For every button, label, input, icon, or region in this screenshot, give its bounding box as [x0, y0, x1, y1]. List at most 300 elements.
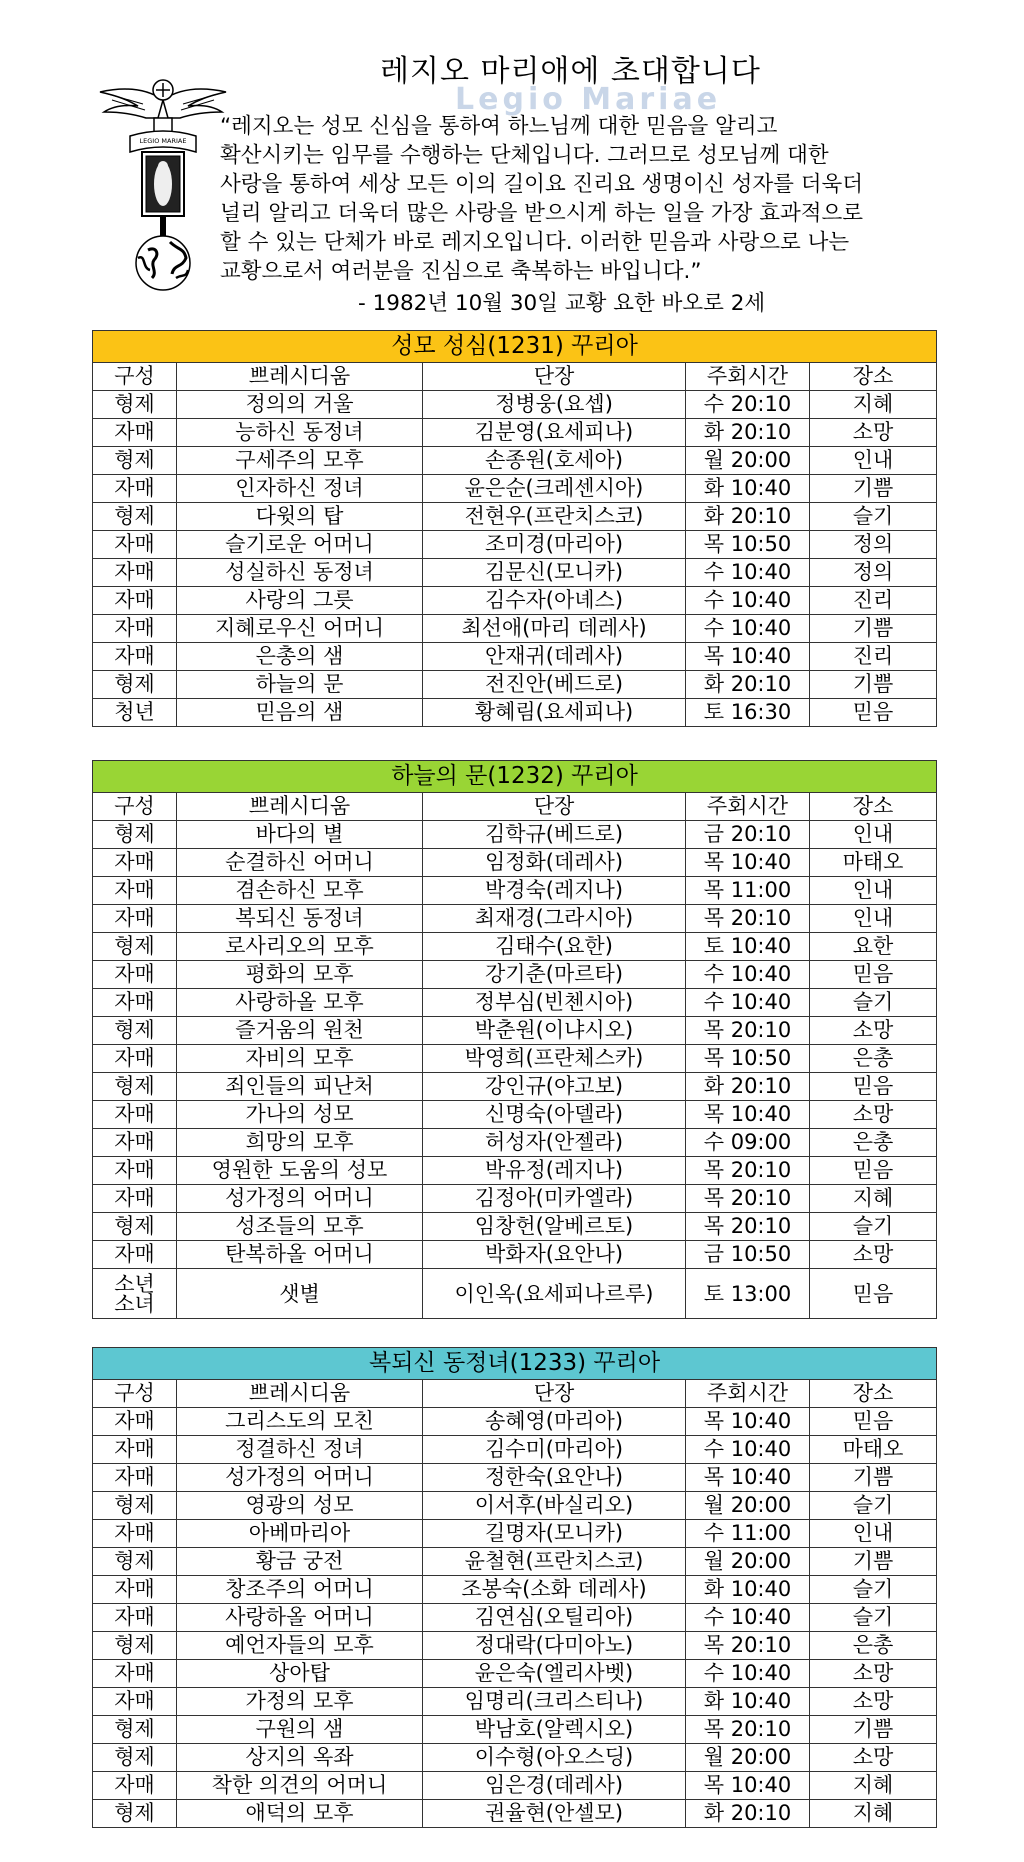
place-cell: 진리 — [810, 643, 937, 671]
member-type-cell: 자매 — [93, 961, 177, 989]
meeting-time-cell: 금 20:10 — [686, 821, 810, 849]
member-type-cell: 형제 — [93, 503, 177, 531]
praesidium-cell: 구세주의 모후 — [177, 447, 423, 475]
place-cell: 지혜 — [810, 1772, 937, 1800]
meeting-time-cell: 월 20:00 — [686, 1548, 810, 1576]
meeting-time-cell: 월 20:00 — [686, 1492, 810, 1520]
leader-cell: 임창헌(알베르토) — [423, 1213, 686, 1241]
member-type-cell: 자매 — [93, 1045, 177, 1073]
place-cell: 슬기 — [810, 1576, 937, 1604]
quote-line: 사랑을 통하여 세상 모든 이의 길이요 진리요 생명이신 성자를 더욱더 — [220, 172, 864, 197]
column-header: 구성 — [93, 363, 177, 391]
curia-title: 하늘의 문(1232) 꾸리아 — [93, 761, 937, 793]
place-cell: 믿음 — [810, 699, 937, 727]
leader-cell: 길명자(모니카) — [423, 1520, 686, 1548]
member-type-cell: 자매 — [93, 877, 177, 905]
watermark-text: Legio Mariae — [455, 82, 722, 117]
leader-cell: 김연심(오틸리아) — [423, 1604, 686, 1632]
member-type-cell: 자매 — [93, 1464, 177, 1492]
table-row — [93, 503, 937, 531]
member-type-cell: 자매 — [93, 1688, 177, 1716]
member-type-cell: 자매 — [93, 1101, 177, 1129]
meeting-time-cell: 목 10:40 — [686, 643, 810, 671]
praesidium-cell: 영원한 도움의 성모 — [177, 1157, 423, 1185]
leader-cell: 강기춘(마르타) — [423, 961, 686, 989]
member-type-cell: 자매 — [93, 1157, 177, 1185]
member-type-cell: 자매 — [93, 989, 177, 1017]
place-cell: 소망 — [810, 1101, 937, 1129]
curia-title-row — [93, 331, 937, 363]
table-row — [93, 587, 937, 615]
table-row — [93, 1716, 937, 1744]
meeting-time-cell: 수 10:40 — [686, 1660, 810, 1688]
praesidium-cell: 가정의 모후 — [177, 1688, 423, 1716]
praesidium-cell: 다윗의 탑 — [177, 503, 423, 531]
member-type-cell: 자매 — [93, 419, 177, 447]
member-type-cell: 형제 — [93, 1548, 177, 1576]
meeting-time-cell: 목 11:00 — [686, 877, 810, 905]
meeting-time-cell: 목 10:40 — [686, 849, 810, 877]
column-header: 주회시간 — [686, 793, 810, 821]
member-type-cell: 형제 — [93, 1073, 177, 1101]
meeting-time-cell: 토 16:30 — [686, 699, 810, 727]
table-row — [93, 1408, 937, 1436]
leader-cell: 박화자(요안나) — [423, 1241, 686, 1269]
table-row — [93, 1576, 937, 1604]
leader-cell: 박남호(알렉시오) — [423, 1716, 686, 1744]
member-type-cell: 형제 — [93, 821, 177, 849]
place-cell: 인내 — [810, 821, 937, 849]
praesidium-cell: 하늘의 문 — [177, 671, 423, 699]
place-cell: 마태오 — [810, 849, 937, 877]
leader-cell: 조봉숙(소화 데레사) — [423, 1576, 686, 1604]
member-type-cell: 형제 — [93, 1213, 177, 1241]
praesidium-cell: 슬기로운 어머니 — [177, 531, 423, 559]
place-cell: 인내 — [810, 447, 937, 475]
table-row — [93, 1632, 937, 1660]
table-row — [93, 905, 937, 933]
leader-cell: 허성자(안젤라) — [423, 1129, 686, 1157]
praesidium-cell: 인자하신 정녀 — [177, 475, 423, 503]
member-type-cell: 형제 — [93, 1716, 177, 1744]
table-row — [93, 877, 937, 905]
place-cell: 지혜 — [810, 1800, 937, 1828]
table-row — [93, 1520, 937, 1548]
meeting-time-cell: 월 20:00 — [686, 1744, 810, 1772]
praesidium-cell: 정결하신 정녀 — [177, 1436, 423, 1464]
table-row — [93, 699, 937, 727]
member-type-cell: 자매 — [93, 587, 177, 615]
quote-line: 확산시키는 임무를 수행하는 단체입니다. 그러므로 성모님께 대한 — [220, 143, 829, 168]
leader-cell: 황혜림(요세피나) — [423, 699, 686, 727]
praesidium-cell: 예언자들의 모후 — [177, 1632, 423, 1660]
place-cell: 인내 — [810, 905, 937, 933]
meeting-time-cell: 수 10:40 — [686, 961, 810, 989]
praesidium-cell: 성실하신 동정녀 — [177, 559, 423, 587]
leader-cell: 이서후(바실리오) — [423, 1492, 686, 1520]
leader-cell: 최선애(마리 데레사) — [423, 615, 686, 643]
praesidium-cell: 그리스도의 모친 — [177, 1408, 423, 1436]
leader-cell: 김정아(미카엘라) — [423, 1185, 686, 1213]
meeting-time-cell: 수 10:40 — [686, 989, 810, 1017]
column-header: 쁘레시디움 — [177, 793, 423, 821]
leader-cell: 김수자(아녜스) — [423, 587, 686, 615]
meeting-time-cell: 목 10:40 — [686, 1101, 810, 1129]
meeting-time-cell: 화 20:10 — [686, 671, 810, 699]
table-row — [93, 1660, 937, 1688]
quote-line: 널리 알리고 더욱더 많은 사랑을 받으시게 하는 일을 가장 효과적으로 — [220, 201, 864, 226]
place-cell: 소망 — [810, 1660, 937, 1688]
place-cell: 기쁨 — [810, 615, 937, 643]
curia-table-1231 — [92, 330, 937, 727]
table-row — [93, 1241, 937, 1269]
praesidium-cell: 성가정의 어머니 — [177, 1464, 423, 1492]
place-cell: 소망 — [810, 1241, 937, 1269]
page-title: 레지오 마리애에 초대합니다 — [380, 54, 761, 89]
emblem-banner-text: LEGIO MARIAE — [139, 137, 187, 145]
praesidium-cell: 아베마리아 — [177, 1520, 423, 1548]
curia-table-1233 — [92, 1347, 937, 1828]
leader-cell: 전현우(프란치스코) — [423, 503, 686, 531]
meeting-time-cell: 화 10:40 — [686, 1576, 810, 1604]
table-row — [93, 1492, 937, 1520]
table-row — [93, 531, 937, 559]
leader-cell: 박유정(레지나) — [423, 1157, 686, 1185]
praesidium-cell: 창조주의 어머니 — [177, 1576, 423, 1604]
leader-cell: 조미경(마리아) — [423, 531, 686, 559]
curia-title-row — [93, 1348, 937, 1380]
table-row — [93, 643, 937, 671]
table-row — [93, 447, 937, 475]
table-row — [93, 821, 937, 849]
table-row — [93, 559, 937, 587]
quote-line: 할 수 있는 단체가 바로 레지오입니다. 이러한 믿음과 사랑으로 나는 — [220, 230, 850, 255]
table-row — [93, 671, 937, 699]
place-cell: 인내 — [810, 1520, 937, 1548]
column-header: 장소 — [810, 793, 937, 821]
place-cell: 지혜 — [810, 391, 937, 419]
table-row — [93, 1017, 937, 1045]
praesidium-cell: 바다의 별 — [177, 821, 423, 849]
table-row — [93, 1157, 937, 1185]
table-row — [93, 1800, 937, 1828]
member-type-cell: 자매 — [93, 559, 177, 587]
praesidium-cell: 은총의 샘 — [177, 643, 423, 671]
table-row — [93, 1548, 937, 1576]
table-row — [93, 1772, 937, 1800]
table-row — [93, 1213, 937, 1241]
leader-cell: 임정화(데레사) — [423, 849, 686, 877]
member-type-cell — [93, 1269, 177, 1319]
leader-cell: 전진안(베드로) — [423, 671, 686, 699]
member-type-cell: 자매 — [93, 1185, 177, 1213]
meeting-time-cell: 목 20:10 — [686, 1017, 810, 1045]
meeting-time-cell: 목 20:10 — [686, 1632, 810, 1660]
header — [0, 0, 1024, 330]
place-cell: 믿음 — [810, 961, 937, 989]
quote-attribution: - 1982년 10월 30일 교황 요한 바오로 2세 — [358, 291, 766, 316]
praesidium-cell: 상지의 옥좌 — [177, 1744, 423, 1772]
member-type-cell: 자매 — [93, 1520, 177, 1548]
member-type-cell: 형제 — [93, 1744, 177, 1772]
place-cell: 소망 — [810, 1688, 937, 1716]
leader-cell: 박경숙(레지나) — [423, 877, 686, 905]
place-cell: 슬기 — [810, 1604, 937, 1632]
table-row — [93, 1101, 937, 1129]
praesidium-cell: 황금 궁전 — [177, 1548, 423, 1576]
leader-cell: 권율현(안셀모) — [423, 1800, 686, 1828]
member-type-cell: 형제 — [93, 1632, 177, 1660]
place-cell: 믿음 — [810, 1157, 937, 1185]
leader-cell: 김수미(마리아) — [423, 1436, 686, 1464]
place-cell: 은총 — [810, 1129, 937, 1157]
praesidium-cell: 성조들의 모후 — [177, 1213, 423, 1241]
meeting-time-cell: 화 20:10 — [686, 1073, 810, 1101]
praesidium-cell: 사랑의 그릇 — [177, 587, 423, 615]
table-row — [93, 961, 937, 989]
leader-cell: 윤철현(프란치스코) — [423, 1548, 686, 1576]
table-row — [93, 615, 937, 643]
leader-cell: 임은경(데레사) — [423, 1772, 686, 1800]
member-type-cell: 자매 — [93, 1604, 177, 1632]
praesidium-cell: 사랑하올 어머니 — [177, 1604, 423, 1632]
praesidium-cell: 탄복하올 어머니 — [177, 1241, 423, 1269]
table-row — [93, 1073, 937, 1101]
meeting-time-cell: 목 20:10 — [686, 1157, 810, 1185]
column-header: 쁘레시디움 — [177, 363, 423, 391]
leader-cell: 박영희(프란체스카) — [423, 1045, 686, 1073]
place-cell: 정의 — [810, 559, 937, 587]
leader-cell: 김문신(모니카) — [423, 559, 686, 587]
member-type-cell: 자매 — [93, 1436, 177, 1464]
place-cell: 기쁨 — [810, 1716, 937, 1744]
column-header-row — [93, 1380, 937, 1408]
place-cell: 요한 — [810, 933, 937, 961]
leader-cell: 손종원(호세아) — [423, 447, 686, 475]
praesidium-cell: 능하신 동정녀 — [177, 419, 423, 447]
meeting-time-cell: 목 10:50 — [686, 1045, 810, 1073]
member-type-cell: 형제 — [93, 1017, 177, 1045]
meeting-time-cell: 수 11:00 — [686, 1520, 810, 1548]
table-row — [93, 1464, 937, 1492]
place-cell: 마태오 — [810, 1436, 937, 1464]
praesidium-cell: 순결하신 어머니 — [177, 849, 423, 877]
leader-cell: 박춘원(이냐시오) — [423, 1017, 686, 1045]
table-row — [93, 1604, 937, 1632]
praesidium-cell: 상아탑 — [177, 1660, 423, 1688]
place-cell: 소망 — [810, 1017, 937, 1045]
leader-cell: 정부심(빈첸시아) — [423, 989, 686, 1017]
place-cell: 은총 — [810, 1632, 937, 1660]
meeting-time-cell: 금 10:50 — [686, 1241, 810, 1269]
leader-cell: 이수형(아오스딩) — [423, 1744, 686, 1772]
member-type-cell: 형제 — [93, 1492, 177, 1520]
column-header-row — [93, 793, 937, 821]
table-row — [93, 989, 937, 1017]
place-cell: 기쁨 — [810, 1548, 937, 1576]
praesidium-cell: 평화의 모후 — [177, 961, 423, 989]
leader-cell: 강인규(야고보) — [423, 1073, 686, 1101]
meeting-time-cell: 수 10:40 — [686, 615, 810, 643]
praesidium-cell: 자비의 모후 — [177, 1045, 423, 1073]
table-row — [93, 1045, 937, 1073]
praesidium-cell: 희망의 모후 — [177, 1129, 423, 1157]
meeting-time-cell: 화 10:40 — [686, 1688, 810, 1716]
member-type-cell: 형제 — [93, 391, 177, 419]
meeting-time-cell: 수 10:40 — [686, 559, 810, 587]
praesidium-cell: 믿음의 샘 — [177, 699, 423, 727]
meeting-time-cell: 목 20:10 — [686, 905, 810, 933]
column-header: 단장 — [423, 793, 686, 821]
praesidium-cell: 복되신 동정녀 — [177, 905, 423, 933]
place-cell: 정의 — [810, 531, 937, 559]
column-header: 구성 — [93, 793, 177, 821]
curia-title: 성모 성심(1231) 꾸리아 — [93, 331, 937, 363]
member-type-cell: 자매 — [93, 1660, 177, 1688]
meeting-time-cell: 목 20:10 — [686, 1213, 810, 1241]
table-row — [93, 419, 937, 447]
member-type-cell: 자매 — [93, 849, 177, 877]
leader-cell: 최재경(그라시아) — [423, 905, 686, 933]
column-header-row — [93, 363, 937, 391]
table-row — [93, 1744, 937, 1772]
leader-cell: 윤은숙(엘리사벳) — [423, 1660, 686, 1688]
column-header: 장소 — [810, 1380, 937, 1408]
place-cell: 슬기 — [810, 1492, 937, 1520]
leader-cell: 정병웅(요셉) — [423, 391, 686, 419]
place-cell: 기쁨 — [810, 671, 937, 699]
meeting-time-cell: 목 10:40 — [686, 1408, 810, 1436]
member-type-line: 소년 — [114, 1271, 155, 1296]
praesidium-cell: 가나의 성모 — [177, 1101, 423, 1129]
meeting-time-cell: 화 20:10 — [686, 503, 810, 531]
meeting-time-cell: 월 20:00 — [686, 447, 810, 475]
table-row — [93, 1129, 937, 1157]
praesidium-cell: 사랑하올 모후 — [177, 989, 423, 1017]
member-type-cell: 자매 — [93, 1576, 177, 1604]
meeting-time-cell: 토 13:00 — [686, 1269, 810, 1319]
meeting-time-cell: 화 10:40 — [686, 475, 810, 503]
place-cell: 믿음 — [810, 1269, 937, 1319]
meeting-time-cell: 수 20:10 — [686, 391, 810, 419]
column-header: 주회시간 — [686, 363, 810, 391]
member-type-line: 소녀 — [114, 1291, 155, 1316]
member-type-cell: 자매 — [93, 643, 177, 671]
quote-line: “레지오는 성모 신심을 통하여 하느님께 대한 믿음을 알리고 — [220, 114, 778, 139]
table-row — [93, 1436, 937, 1464]
meeting-time-cell: 수 09:00 — [686, 1129, 810, 1157]
leader-cell: 임명리(크리스티나) — [423, 1688, 686, 1716]
leader-cell: 김분영(요세피나) — [423, 419, 686, 447]
member-type-cell: 자매 — [93, 905, 177, 933]
place-cell: 기쁨 — [810, 1464, 937, 1492]
praesidium-cell: 겸손하신 모후 — [177, 877, 423, 905]
meeting-time-cell: 목 20:10 — [686, 1716, 810, 1744]
praesidium-cell: 샛별 — [177, 1269, 423, 1319]
praesidium-cell: 죄인들의 피난처 — [177, 1073, 423, 1101]
table-row — [93, 1269, 937, 1319]
leader-cell: 윤은순(크레센시아) — [423, 475, 686, 503]
place-cell: 소망 — [810, 1744, 937, 1772]
meeting-time-cell: 목 10:40 — [686, 1464, 810, 1492]
meeting-time-cell: 목 10:50 — [686, 531, 810, 559]
leader-cell: 이인옥(요세피나르루) — [423, 1269, 686, 1319]
member-type-cell: 자매 — [93, 615, 177, 643]
column-header: 장소 — [810, 363, 937, 391]
place-cell: 지혜 — [810, 1185, 937, 1213]
leader-cell: 김태수(요한) — [423, 933, 686, 961]
member-type-cell: 자매 — [93, 1129, 177, 1157]
column-header: 쁘레시디움 — [177, 1380, 423, 1408]
table-row — [93, 475, 937, 503]
praesidium-cell: 영광의 성모 — [177, 1492, 423, 1520]
leader-cell: 김학규(베드로) — [423, 821, 686, 849]
member-type-cell: 자매 — [93, 475, 177, 503]
place-cell: 소망 — [810, 419, 937, 447]
meeting-time-cell: 수 10:40 — [686, 1604, 810, 1632]
quote-line: 교황으로서 여러분을 진심으로 축복하는 바입니다.” — [220, 259, 702, 284]
table-row — [93, 1688, 937, 1716]
praesidium-cell: 구원의 샘 — [177, 1716, 423, 1744]
curia-table-1232 — [92, 760, 937, 1319]
table-row — [93, 1185, 937, 1213]
leader-cell: 정대락(다미아노) — [423, 1632, 686, 1660]
praesidium-cell: 성가정의 어머니 — [177, 1185, 423, 1213]
legio-mariae-emblem-icon — [98, 78, 228, 293]
pope-quote — [220, 112, 960, 286]
member-type-cell: 형제 — [93, 447, 177, 475]
table-row — [93, 391, 937, 419]
leader-cell: 안재귀(데레사) — [423, 643, 686, 671]
meeting-time-cell: 목 10:40 — [686, 1772, 810, 1800]
meeting-time-cell: 수 10:40 — [686, 1436, 810, 1464]
meeting-time-cell: 토 10:40 — [686, 933, 810, 961]
column-header: 단장 — [423, 1380, 686, 1408]
member-type-cell: 청년 — [93, 699, 177, 727]
member-type-cell: 형제 — [93, 1800, 177, 1828]
place-cell: 인내 — [810, 877, 937, 905]
table-row — [93, 933, 937, 961]
column-header: 단장 — [423, 363, 686, 391]
praesidium-cell: 지혜로우신 어머니 — [177, 615, 423, 643]
leader-cell: 송혜영(마리아) — [423, 1408, 686, 1436]
member-type-cell: 형제 — [93, 933, 177, 961]
member-type-cell: 자매 — [93, 1772, 177, 1800]
place-cell: 진리 — [810, 587, 937, 615]
praesidium-cell: 정의의 거울 — [177, 391, 423, 419]
place-cell: 믿음 — [810, 1408, 937, 1436]
meeting-time-cell: 화 20:10 — [686, 1800, 810, 1828]
column-header: 구성 — [93, 1380, 177, 1408]
column-header: 주회시간 — [686, 1380, 810, 1408]
table-row — [93, 849, 937, 877]
member-type-cell: 형제 — [93, 671, 177, 699]
place-cell: 슬기 — [810, 1213, 937, 1241]
praesidium-cell: 로사리오의 모후 — [177, 933, 423, 961]
member-type-cell: 자매 — [93, 1241, 177, 1269]
curia-title: 복되신 동정녀(1233) 꾸리아 — [93, 1348, 937, 1380]
meeting-time-cell: 수 10:40 — [686, 587, 810, 615]
praesidium-cell: 착한 의견의 어머니 — [177, 1772, 423, 1800]
place-cell: 슬기 — [810, 503, 937, 531]
leader-cell: 신명숙(아델라) — [423, 1101, 686, 1129]
curia-title-row — [93, 761, 937, 793]
meeting-time-cell: 목 20:10 — [686, 1185, 810, 1213]
member-type-cell: 자매 — [93, 531, 177, 559]
place-cell: 은총 — [810, 1045, 937, 1073]
member-type-cell: 자매 — [93, 1408, 177, 1436]
leader-cell: 정한숙(요안나) — [423, 1464, 686, 1492]
